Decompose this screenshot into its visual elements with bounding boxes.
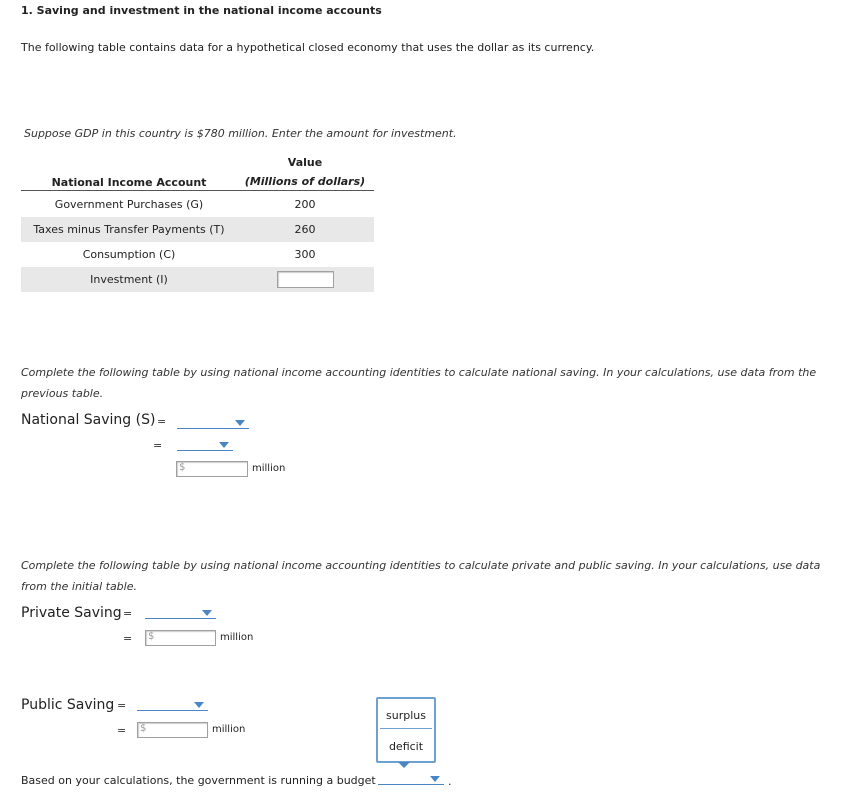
row-label: Investment (I) [90,273,168,286]
equals-sign: = [117,724,127,737]
row-label: Government Purchases (G) [54,198,204,211]
chevron-down-icon [219,442,229,448]
equals-sign: = [123,607,133,620]
option-divider [380,728,432,729]
equals-sign: = [117,699,127,712]
national-saving-input[interactable] [176,461,248,477]
chevron-down-icon [194,702,204,708]
dollar-sign: $ [140,723,147,734]
table-row [21,242,374,267]
unit-label: million [252,463,286,474]
budget-options-popup [376,697,436,763]
question-1: Suppose GDP in this country is $780 million. Enter the amount for investment. [24,127,457,140]
national-saving-dropdown-2[interactable] [177,438,233,451]
table-row [21,192,374,217]
equals-sign: = [153,439,163,452]
table-row [21,217,374,242]
row-value: 200 [294,198,316,211]
option-deficit[interactable]: deficit [388,740,424,753]
question-2: Complete the following table by using national income accounting identities to calculate national saving. In your calculations, use data from the previous table. [21,366,817,400]
chevron-down-icon [235,420,245,426]
private-saving-label: Private Saving [21,605,122,621]
row-value: 300 [294,248,316,261]
intro-text: The following table contains data for a hypothetical closed economy that uses the dollar as its currency. [21,41,595,54]
equals-sign: = [123,632,133,645]
national-saving-dropdown-1[interactable] [177,416,249,429]
header-value: Value [287,156,323,169]
national-saving-label: National Saving (S) [21,412,156,428]
private-saving-input[interactable] [145,630,216,646]
private-saving-dropdown[interactable] [145,606,216,619]
header-divider [21,190,374,191]
row-value: 260 [294,223,316,236]
equals-sign: = [157,415,167,428]
row-label: Taxes minus Transfer Payments (T) [33,223,225,236]
popup-pointer-icon [398,762,410,768]
unit-label: million [212,724,246,735]
table-row [21,267,374,292]
budget-period: . [448,775,452,788]
public-saving-input[interactable] [137,722,208,738]
dollar-sign: $ [148,631,155,642]
dollar-sign: $ [179,462,186,473]
budget-text: Based on your calculations, the government is running a budget [21,774,376,787]
chevron-down-icon [430,776,440,782]
row-label: Consumption (C) [82,248,176,261]
unit-label: million [220,632,254,643]
header-unit: (Millions of dollars) [244,175,366,188]
public-saving-label: Public Saving [21,697,115,713]
option-surplus[interactable]: surplus [386,709,426,722]
question-3: Complete the following table by using national income accounting identities to calculate private and public saving. In your calculations, use data from the initial table. [21,559,821,593]
header-account: National Income Account [51,176,207,189]
chevron-down-icon [202,610,212,616]
budget-sentence [21,774,376,787]
public-saving-dropdown[interactable] [137,698,208,711]
investment-input[interactable] [277,271,334,288]
budget-dropdown[interactable] [378,772,444,785]
page-title: 1. Saving and investment in the national income accounts [21,4,382,17]
